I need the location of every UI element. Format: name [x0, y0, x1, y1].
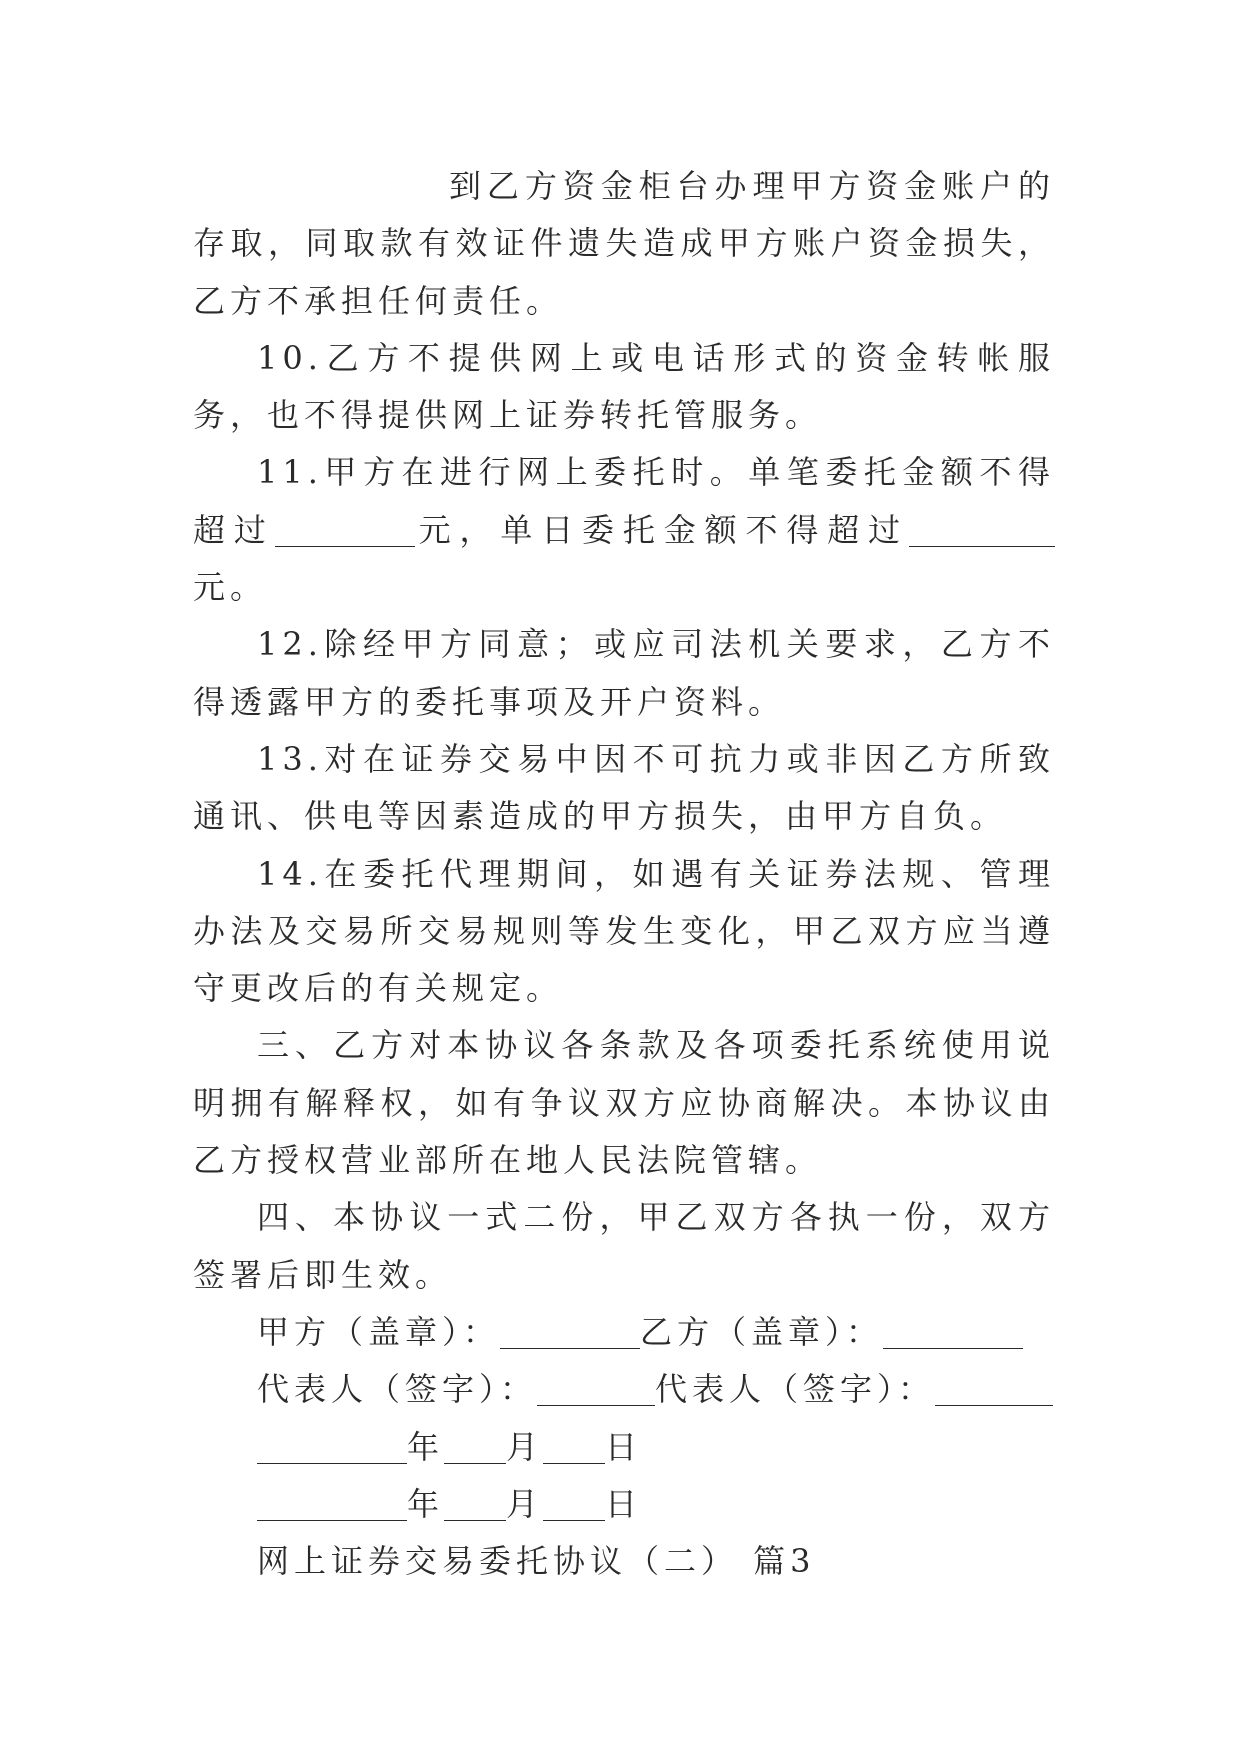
rep-a-blank: [537, 1373, 655, 1406]
party-a-seal-label: 甲方（盖章）：: [257, 1312, 501, 1351]
document-body: [193, 158, 1055, 1590]
rep-b-label: 代表人（签字）：: [655, 1370, 936, 1409]
paragraph-clause-10: 10.乙方不提供网上或电话形式的资金转帐服务，也不得提供网上证券转托管服务。: [193, 338, 1055, 435]
paragraph-section-four: 四、本协议一式二份，甲乙双方各执一份，双方签署后即生效。: [193, 1198, 1055, 1294]
party-b-seal-label: 乙方（盖章）：: [640, 1312, 884, 1351]
month-blank: [444, 1431, 506, 1464]
month-label: 月: [506, 1427, 544, 1466]
date-line-a: [193, 1419, 1055, 1476]
day-label: 日: [605, 1427, 643, 1466]
day-label: 日: [605, 1484, 643, 1523]
year-label: 年: [407, 1427, 445, 1466]
paragraph-clause-12: 12.除经甲方同意；或应司法机关要求，乙方不得透露甲方的委托事项及开户资料。: [193, 625, 1055, 721]
daily-limit-blank: [909, 514, 1055, 547]
day-blank: [543, 1431, 605, 1464]
clause-11-text-a: 11.甲方在进行网上委托时。单笔委托金额不得超过: [193, 453, 1055, 549]
seal-line: [193, 1304, 1055, 1361]
rep-b-blank: [935, 1373, 1053, 1406]
rep-a-label: 代表人（签字）：: [257, 1370, 538, 1409]
single-limit-blank: [275, 514, 415, 547]
day-blank: [543, 1488, 605, 1521]
paragraph-clause-13: 13.对在证券交易中因不可抗力或非因乙方所致通讯、供电等因素造成的甲方损失，由甲方自负。: [193, 739, 1055, 836]
paragraph-section-three: 三、乙方对本协议各条款及各项委托系统使用说明拥有解释权，如有争议双方应协商解决。本协议由乙方授权营业部所在地人民法院管辖。: [193, 1026, 1055, 1180]
clause-11-text-c: 元。: [193, 568, 268, 607]
representative-line: [193, 1361, 1055, 1418]
party-a-seal-blank: [500, 1316, 640, 1349]
paragraph-clause-14: 14.在委托代理期间，如遇有关证券法规、管理办法及交易所交易规则等发生变化，甲乙双方应当遵守更改后的有关规定。: [193, 854, 1055, 1008]
next-section-title: 网上证券交易委托协议（二） 篇3: [257, 1542, 816, 1581]
clause-11-text-b: 元，单日委托金额不得超过: [414, 510, 909, 549]
year-label: 年: [407, 1484, 445, 1523]
month-blank: [444, 1488, 506, 1521]
month-label: 月: [506, 1484, 544, 1523]
date-line-b: [193, 1476, 1055, 1533]
paragraph-withdrawal: 到乙方资金柜台办理甲方资金账户的存取，同取款有效证件遗失造成甲方账户资金损失，乙方不承担任何责任。: [193, 167, 1055, 320]
year-blank: [257, 1488, 407, 1521]
party-b-seal-blank: [883, 1316, 1023, 1349]
paragraph-clause-11: [193, 444, 1055, 616]
year-blank: [257, 1431, 407, 1464]
